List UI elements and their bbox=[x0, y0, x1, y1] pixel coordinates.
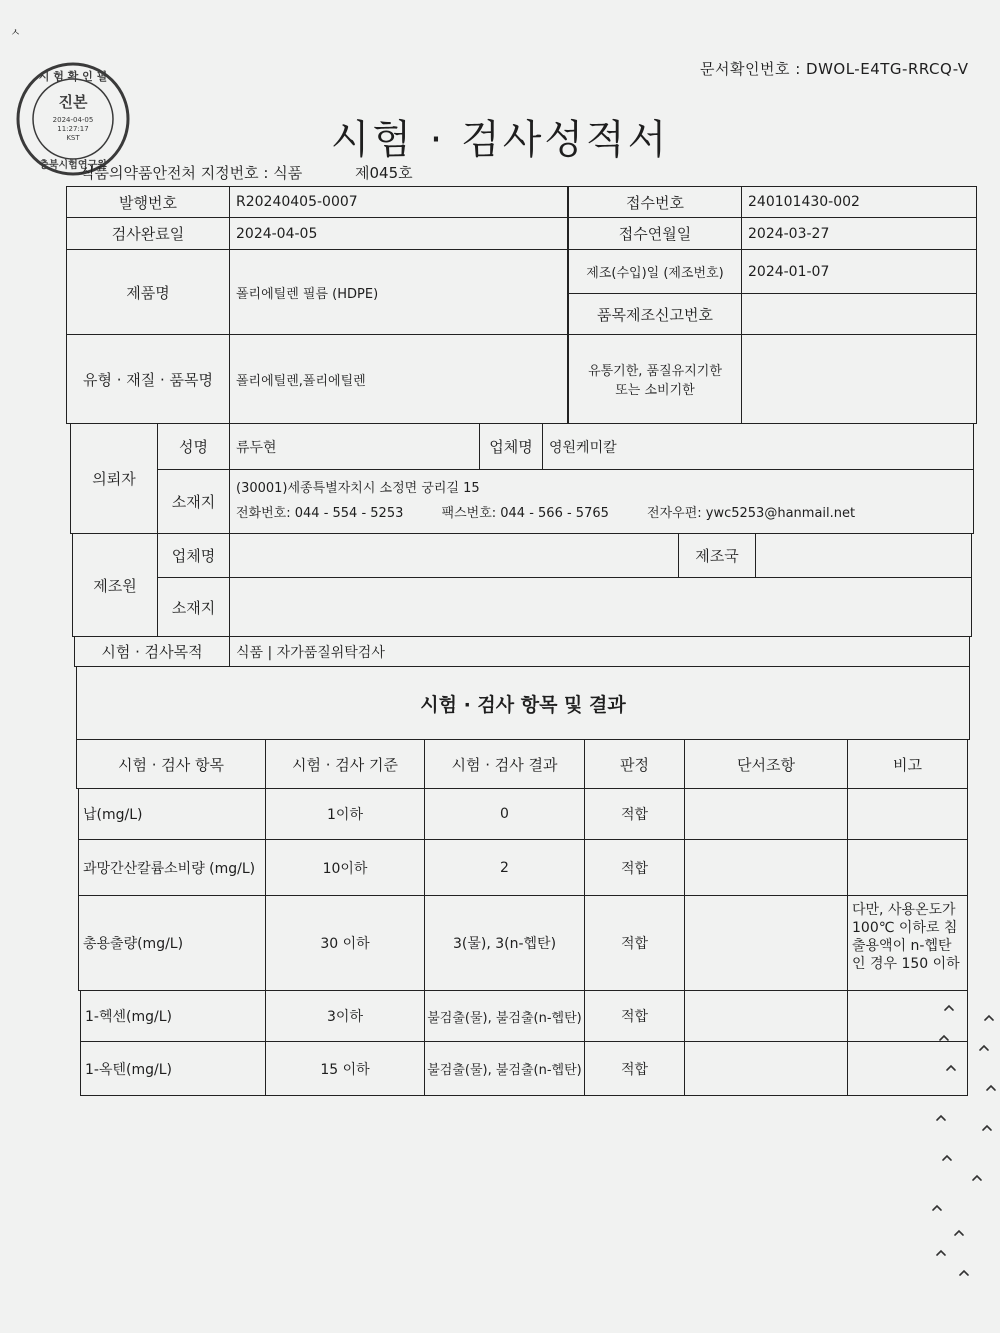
client-name-value: 류두현 bbox=[229, 423, 480, 470]
row-4-item: 1-헥센(mg/L) bbox=[80, 990, 266, 1042]
report-no-value bbox=[741, 293, 977, 335]
row-5-judgment: 적합 bbox=[584, 1041, 685, 1096]
header-proviso: 단서조항 bbox=[684, 739, 848, 789]
row-5-standard: 15 이하 bbox=[265, 1041, 425, 1096]
type-value: 폴리에틸렌,폴리에틸렌 bbox=[229, 334, 568, 424]
manufacturer-country-label: 제조국 bbox=[678, 533, 756, 578]
row-3-remark: 다만, 사용온도가 100℃ 이하로 침출용액이 n-헵탄인 경우 150 이하 bbox=[847, 895, 968, 991]
row-1-item: 납(mg/L) bbox=[78, 788, 266, 840]
row-2-result: 2 bbox=[424, 839, 585, 896]
row-1-remark bbox=[847, 788, 968, 840]
row-2-remark bbox=[847, 839, 968, 896]
receipt-no-value: 240101430-002 bbox=[741, 186, 977, 218]
header-judgment: 판정 bbox=[584, 739, 685, 789]
client-address-value: (30001)세종특별자치시 소정면 궁리길 15 bbox=[236, 480, 480, 496]
client-label: 의뢰자 bbox=[70, 423, 158, 534]
row-1-judgment: 적합 bbox=[584, 788, 685, 840]
report-no-label: 품목제조신고번호 bbox=[568, 293, 742, 335]
row-1-result: 0 bbox=[424, 788, 585, 840]
row-2-item: 과망간산칼륨소비량 (mg/L) bbox=[78, 839, 266, 896]
row-5-item: 1-옥텐(mg/L) bbox=[80, 1041, 266, 1096]
manufacturer-company-value bbox=[229, 533, 679, 578]
document-number: 문서확인번호 : DWOL-E4TG-RRCQ-V bbox=[700, 60, 969, 78]
row-3-judgment: 적합 bbox=[584, 895, 685, 991]
receipt-date-label: 접수연월일 bbox=[568, 217, 742, 250]
header-remark: 비고 bbox=[847, 739, 968, 789]
agency-designation bbox=[80, 162, 413, 183]
expiry-label-line-1: 유통기한, 품질유지기한 bbox=[588, 364, 722, 379]
row-3-proviso bbox=[684, 895, 848, 991]
product-name-value: 폴리에틸렌 필름 (HDPE) bbox=[229, 249, 568, 335]
completed-date-value: 2024-04-05 bbox=[229, 217, 568, 250]
row-3-standard: 30 이하 bbox=[265, 895, 425, 991]
client-phone: 전화번호: 044 - 554 - 5253 bbox=[236, 505, 404, 521]
corner-mark: ㅅ bbox=[10, 26, 21, 39]
row-4-standard: 3이하 bbox=[265, 990, 425, 1042]
row-1-standard: 1이하 bbox=[265, 788, 425, 840]
client-email: 전자우편: ywc5253@hanmail.net bbox=[647, 505, 856, 521]
row-5-proviso bbox=[684, 1041, 848, 1096]
expiry-value bbox=[741, 334, 977, 424]
svg-text:충북시험연구원: 충북시험연구원 bbox=[39, 160, 107, 171]
client-fax: 팩스번호: 044 - 566 - 5765 bbox=[441, 505, 609, 521]
row-4-judgment: 적합 bbox=[584, 990, 685, 1042]
client-address-block bbox=[229, 469, 974, 534]
manufacturer-address-value bbox=[229, 577, 972, 637]
svg-text:진본: 진본 bbox=[58, 93, 88, 111]
mfg-date-value: 2024-01-07 bbox=[741, 249, 977, 294]
svg-text:11:27:17: 11:27:17 bbox=[57, 125, 89, 133]
row-4-proviso bbox=[684, 990, 848, 1042]
svg-text:KST: KST bbox=[66, 134, 80, 142]
manufacturer-country-value bbox=[755, 533, 972, 578]
svg-text:시 험 확 인 필: 시 험 확 인 필 bbox=[38, 70, 108, 83]
completed-date-label: 검사완료일 bbox=[66, 217, 230, 250]
expiry-label bbox=[568, 334, 742, 424]
row-3-item: 총용출량(mg/L) bbox=[78, 895, 266, 991]
row-3-result: 3(물), 3(n-헵탄) bbox=[424, 895, 585, 991]
row-5-result: 불검출(물), 불검출(n-헵탄) bbox=[424, 1041, 585, 1096]
type-label: 유형 · 재질 · 품목명 bbox=[66, 334, 230, 424]
row-2-judgment: 적합 bbox=[584, 839, 685, 896]
authenticity-stamp-icon bbox=[14, 60, 132, 178]
purpose-value: 식품 | 자가품질위탁검사 bbox=[229, 636, 970, 667]
agency-label: 식품의약품안전처 지정번호 : 식품 bbox=[80, 164, 303, 182]
svg-text:2024-04-05: 2024-04-05 bbox=[52, 116, 94, 124]
header-result: 시험 · 검사 결과 bbox=[424, 739, 585, 789]
purpose-label: 시험 · 검사목적 bbox=[74, 636, 230, 667]
issue-no-label: 발행번호 bbox=[66, 186, 230, 218]
client-company-value: 영원케미칼 bbox=[542, 423, 974, 470]
agency-number: 제045호 bbox=[355, 164, 413, 182]
edge-tick-marks-icon bbox=[925, 1000, 1000, 1300]
row-1-proviso bbox=[684, 788, 848, 840]
row-2-standard: 10이하 bbox=[265, 839, 425, 896]
client-name-label: 성명 bbox=[157, 423, 230, 470]
results-section-title: 시험 · 검사 항목 및 결과 bbox=[76, 666, 970, 740]
issue-no-value: R20240405-0007 bbox=[229, 186, 568, 218]
client-address-label: 소재지 bbox=[157, 469, 230, 534]
manufacturer-company-label: 업체명 bbox=[157, 533, 230, 578]
receipt-date-value: 2024-03-27 bbox=[741, 217, 977, 250]
receipt-no-label: 접수번호 bbox=[568, 186, 742, 218]
document-title: 시험 · 검사성적서 bbox=[330, 117, 670, 163]
row-2-proviso bbox=[684, 839, 848, 896]
expiry-label-line-2: 또는 소비기한 bbox=[615, 383, 695, 398]
header-item: 시험 · 검사 항목 bbox=[76, 739, 266, 789]
manufacturer-address-label: 소재지 bbox=[157, 577, 230, 637]
client-company-label: 업체명 bbox=[479, 423, 543, 470]
header-standard: 시험 · 검사 기준 bbox=[265, 739, 425, 789]
row-4-result: 불검출(물), 불검출(n-헵탄) bbox=[424, 990, 585, 1042]
mfg-date-label: 제조(수입)일 (제조번호) bbox=[568, 249, 742, 294]
manufacturer-label: 제조원 bbox=[72, 533, 158, 637]
client-contact-line bbox=[236, 502, 889, 527]
product-name-label: 제품명 bbox=[66, 249, 230, 335]
